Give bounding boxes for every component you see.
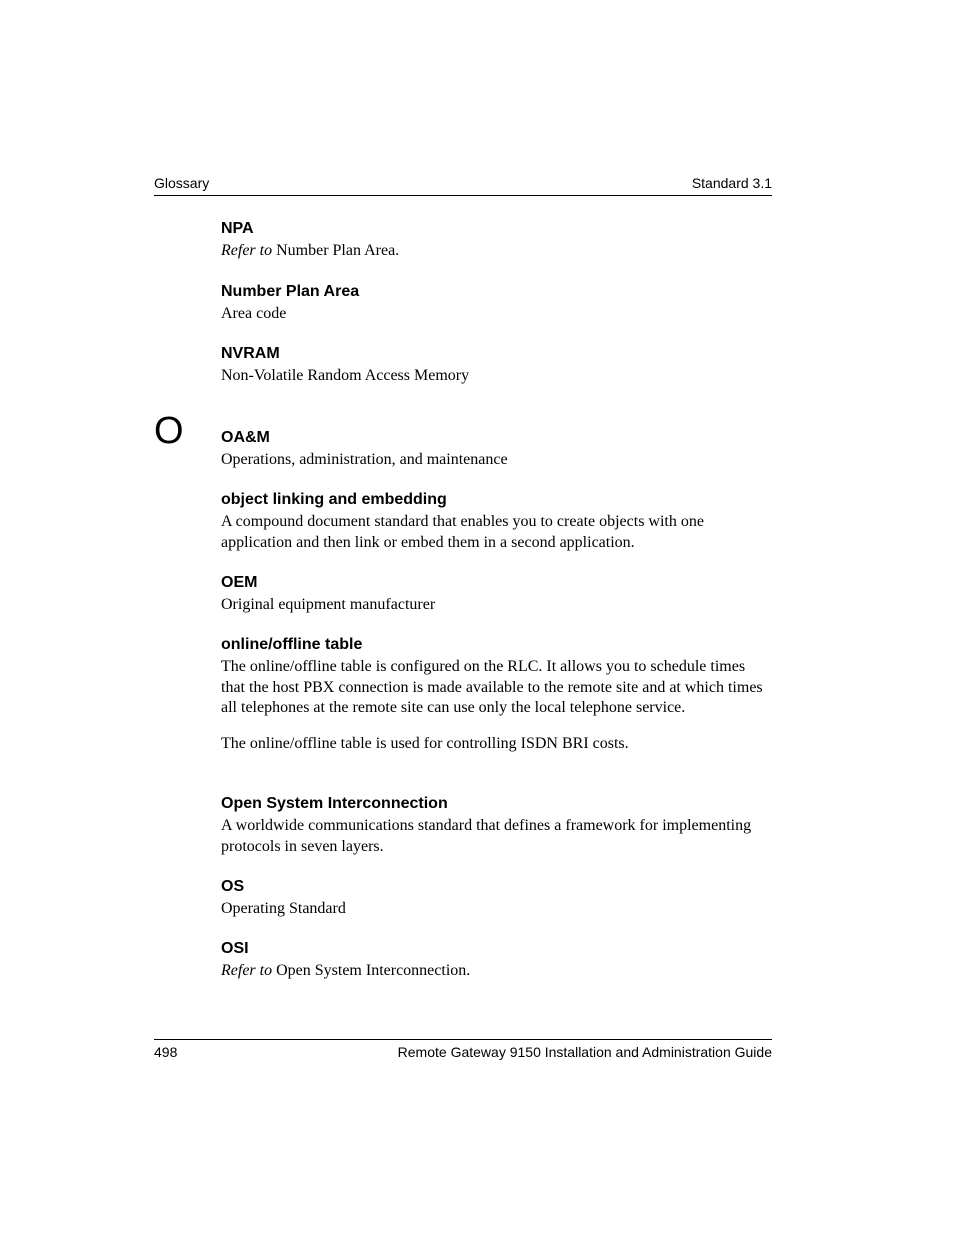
glossary-definition: Non-Volatile Random Access Memory xyxy=(221,367,470,384)
glossary-definition: The online/offline table is configured on the RLC. It allows you to schedule times that the host PBX connection is made available to the remote site and at which times all telephones at the remote site can use only the local telephone service. xyxy=(221,658,763,716)
section-letter: O xyxy=(154,410,184,452)
glossary-definition: A worldwide communications standard that defines a framework for implementing protocols in seven layers. xyxy=(221,817,752,855)
glossary-definition xyxy=(221,241,773,262)
glossary-definition xyxy=(221,961,773,982)
document-title: Remote Gateway 9150 Installation and Administration Guide xyxy=(397,1044,772,1060)
glossary-term: object linking and embedding xyxy=(221,491,447,508)
glossary-entry xyxy=(221,428,773,471)
glossary-term: online/offline table xyxy=(221,636,363,653)
header-section-label: Glossary xyxy=(154,175,210,191)
glossary-entry xyxy=(221,344,773,387)
refer-to-target: Number Plan Area. xyxy=(272,242,400,259)
glossary-term: OA&M xyxy=(221,429,270,446)
refer-to-label: Refer to xyxy=(221,962,273,979)
page-header xyxy=(154,175,772,196)
glossary-term: Number Plan Area xyxy=(221,283,360,300)
glossary-term: Open System Interconnection xyxy=(221,795,448,812)
glossary-definition: A compound document standard that enables you to create objects with one application and then link or embed them in a second application. xyxy=(221,513,704,551)
page-footer xyxy=(154,1039,772,1060)
glossary-definition: Area code xyxy=(221,305,287,322)
glossary-definition: Operating Standard xyxy=(221,900,346,917)
refer-to-target: Open System Interconnection. xyxy=(272,962,471,979)
glossary-entry xyxy=(221,282,773,325)
glossary-definition: Operations, administration, and maintenance xyxy=(221,451,508,468)
glossary-entry xyxy=(221,573,773,616)
glossary-entry xyxy=(221,490,773,553)
glossary-definition-extra: The online/offline table is used for controlling ISDN BRI costs. xyxy=(221,734,629,752)
refer-to-label: Refer to xyxy=(221,242,273,259)
glossary-term: NPA xyxy=(221,220,254,237)
glossary-entry xyxy=(221,635,773,754)
page-number: 498 xyxy=(154,1044,178,1060)
glossary-term: NVRAM xyxy=(221,345,280,362)
glossary-entry xyxy=(221,939,773,982)
glossary-entry xyxy=(221,794,773,857)
glossary-definition: Original equipment manufacturer xyxy=(221,596,436,613)
header-version: Standard 3.1 xyxy=(691,175,772,191)
glossary-term: OS xyxy=(221,878,245,895)
glossary-term: OEM xyxy=(221,574,258,591)
glossary-entry xyxy=(221,219,773,262)
glossary-entry xyxy=(221,877,773,920)
glossary-term: OSI xyxy=(221,940,249,957)
